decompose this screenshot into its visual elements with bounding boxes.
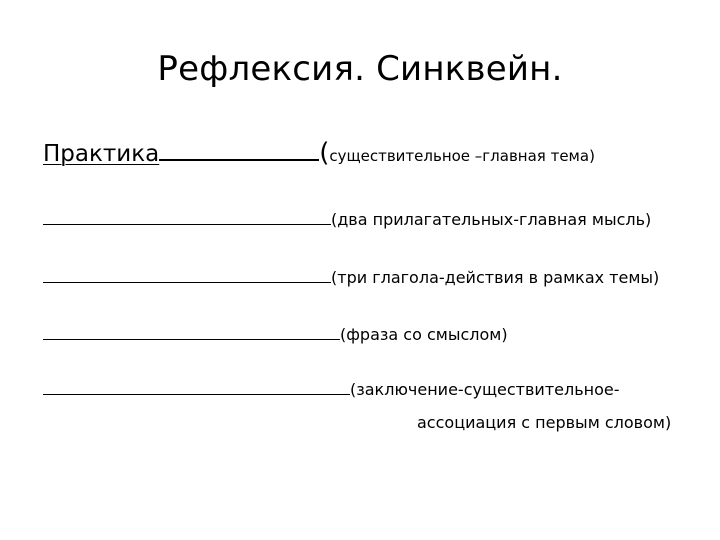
hint-phrase: (фраза со смыслом) [340, 325, 508, 344]
topic-word: Практика [43, 141, 160, 167]
answer-blank-3[interactable] [43, 281, 331, 283]
hint-verbs: (три глагола-действия в рамках темы) [331, 268, 660, 287]
cinquain-line-adjectives [43, 206, 651, 234]
slide-title: Рефлексия. Синквейн. [157, 49, 563, 89]
hint-noun-topic: существительное –главная тема) [329, 147, 595, 165]
answer-blank-2[interactable] [43, 223, 331, 225]
cinquain-line-phrase [43, 321, 508, 349]
answer-blank-5[interactable] [43, 393, 350, 395]
hint-open-paren: ( [319, 138, 330, 168]
hint-conclusion: (заключение-существительное- [350, 380, 620, 399]
cinquain-line-conclusion [43, 376, 620, 404]
cinquain-line-topic [43, 136, 595, 173]
cinquain-line-verbs [43, 264, 659, 292]
hint-conclusion-continued: ассоциация с первым словом) [417, 413, 672, 432]
answer-blank-4[interactable] [43, 338, 340, 340]
hint-adjectives: (два прилагательных-главная мысль) [331, 210, 652, 229]
answer-blank-1[interactable] [159, 158, 319, 161]
